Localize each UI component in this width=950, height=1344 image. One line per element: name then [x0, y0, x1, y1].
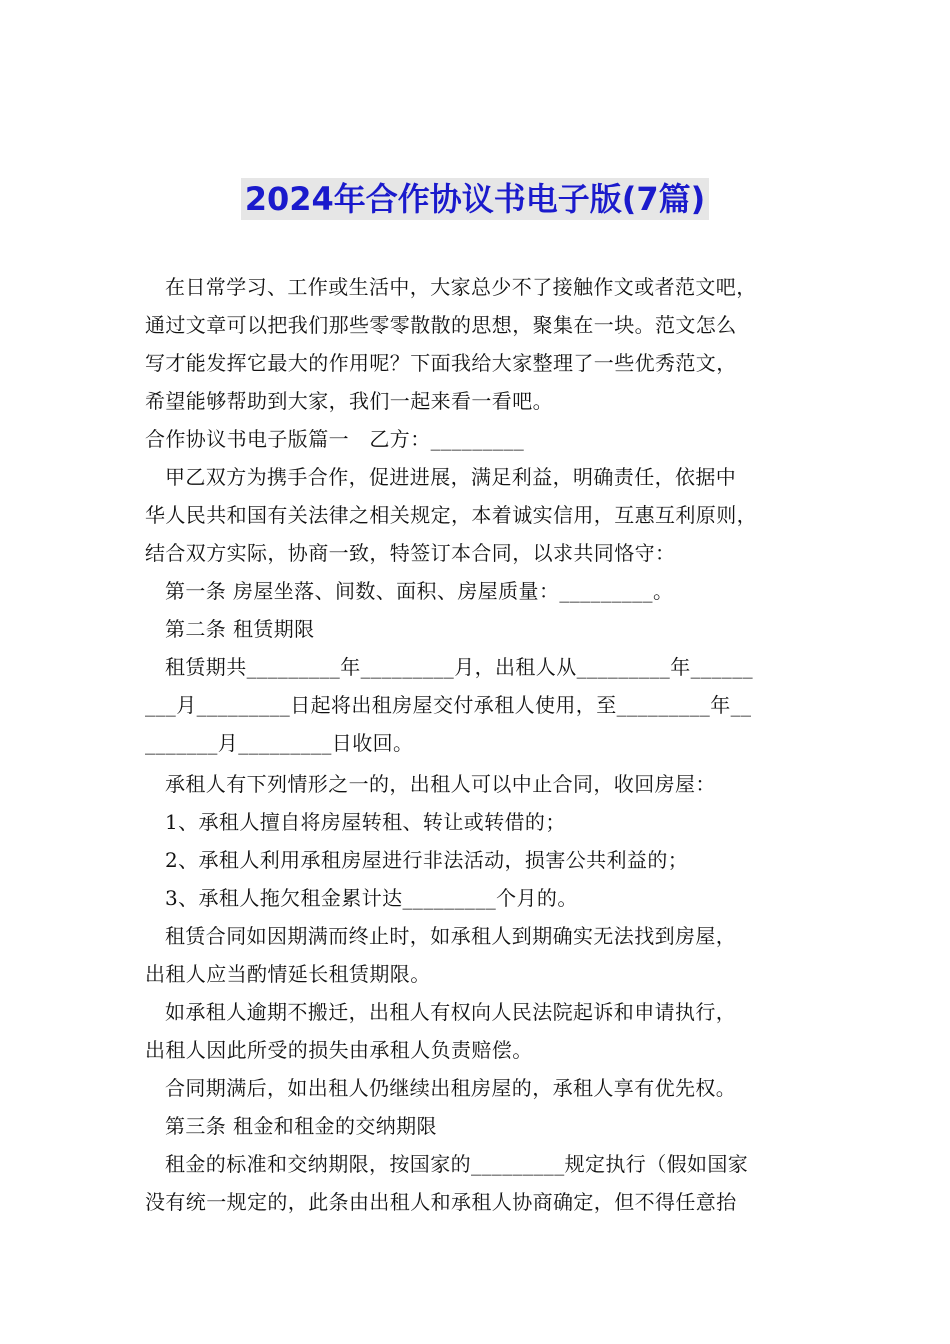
- clause-one: 第一条 房屋坐落、间数、面积、房屋质量：_________。: [165, 579, 674, 603]
- document-title: 2024年合作协议书电子版(7篇): [241, 178, 710, 220]
- text-line-intro-3: 写才能发挥它最大的作用呢？下面我给大家整理了一些优秀范文，: [145, 351, 737, 375]
- text-line-overdue-2: 出租人因此所受的损失由承租人负责赔偿。: [145, 1038, 533, 1062]
- text-line-expiry-2: 出租人应当酌情延长租赁期限。: [145, 962, 431, 986]
- text-line-expiry-1: 租赁合同如因期满而终止时，如承租人到期确实无法找到房屋，: [165, 924, 737, 948]
- text-line-preamble-1: 甲乙双方为携手合作，促进进展，满足利益，明确责任，依据中: [165, 465, 737, 489]
- title-container: [0, 178, 950, 220]
- list-item-1: 1、承租人擅自将房屋转租、转让或转借的；: [165, 810, 566, 834]
- clause-three-heading: 第三条 租金和租金的交纳期限: [165, 1114, 437, 1138]
- document-body: [145, 268, 825, 1221]
- text-line-preamble-2: 华人民共和国有关法律之相关规定，本着诚实信用，互惠互利原则，: [145, 503, 757, 527]
- list-item-3: 3、承租人拖欠租金累计达_________个月的。: [165, 886, 578, 910]
- list-item-2: 2、承租人利用承租房屋进行非法活动，损害公共利益的；: [165, 848, 689, 872]
- text-line-priority: 合同期满后，如出租人仍继续出租房屋的，承租人享有优先权。: [165, 1076, 737, 1100]
- text-line-lease-term-1: 租赁期共_________年_________月，出租人从_________年______: [165, 655, 753, 679]
- section-heading-part-one: 合作协议书电子版篇一 乙方：_________: [145, 427, 525, 451]
- text-line-preamble-3: 结合双方实际，协商一致，特签订本合同，以求共同恪守：: [145, 541, 676, 565]
- text-line-termination-intro: 承租人有下列情形之一的，出租人可以中止合同，收回房屋：: [165, 772, 716, 796]
- text-line-lease-term-2: ___月_________日起将出租房屋交付承租人使用，至_________年__: [145, 693, 752, 717]
- text-line-rent-1: 租金的标准和交纳期限，按国家的_________规定执行（假如国家: [165, 1152, 749, 1176]
- text-line-lease-term-3: _______月_________日收回。: [145, 731, 414, 755]
- text-line-intro-1: 在日常学习、工作或生活中，大家总少不了接触作文或者范文吧，: [165, 275, 757, 299]
- clause-two-heading: 第二条 租赁期限: [165, 617, 315, 641]
- text-line-intro-4: 希望能够帮助到大家，我们一起来看一看吧。: [145, 389, 553, 413]
- text-line-overdue-1: 如承租人逾期不搬迁，出租人有权向人民法院起诉和申请执行，: [165, 1000, 737, 1024]
- text-line-intro-2: 通过文章可以把我们那些零零散散的思想，聚集在一块。范文怎么: [145, 313, 737, 337]
- text-line-rent-2: 没有统一规定的，此条由出租人和承租人协商确定，但不得任意抬: [145, 1190, 737, 1214]
